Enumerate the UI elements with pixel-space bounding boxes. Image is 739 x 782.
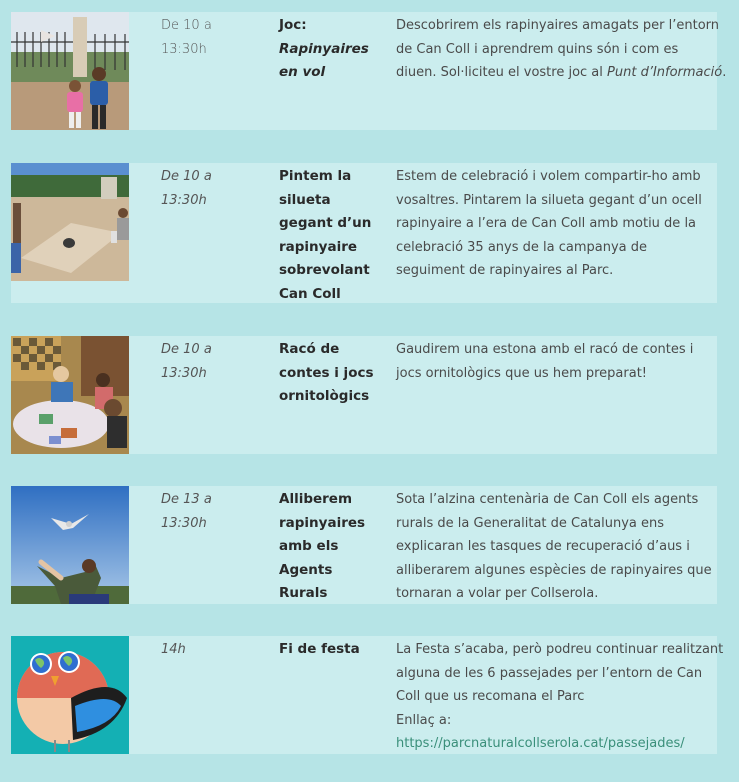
time-text: De 10 a: [161, 342, 212, 357]
event-time: [161, 14, 261, 61]
desc-text-part: .: [722, 65, 727, 80]
desc-text-part: diuen. Sol·liciteu el vostre joc al: [396, 65, 608, 80]
event-description: [396, 338, 717, 385]
event-time: [161, 488, 261, 535]
title-text: Can Coll: [279, 285, 341, 302]
desc-text: La Festa s’acaba, però podreu continuar realitzant: [396, 642, 724, 657]
title-text: en vol: [279, 64, 326, 80]
title-text: Fi de festa: [279, 641, 360, 657]
desc-text: seguiment de rapinyaires al Parc.: [396, 263, 614, 278]
desc-text: rapinyaire a l’era de Can Coll amb motiu de la: [396, 216, 697, 231]
event-photo-children-fence: [11, 12, 129, 130]
title-text: Rurals: [279, 585, 328, 601]
event-title: [279, 165, 384, 306]
title-text: rapinyaires: [279, 514, 366, 531]
desc-text: Descobrirem els rapinyaires amagats per l’entorn: [396, 18, 720, 33]
title-text: silueta: [279, 191, 331, 208]
event-time: [161, 638, 261, 662]
desc-text: Coll que us recomana el Parc: [396, 689, 585, 704]
time-text: 13:30h: [161, 41, 207, 57]
event-title: [279, 638, 384, 662]
event-description: [396, 165, 717, 283]
desc-text: Sota l’alzina centenària de Can Coll els agents: [396, 492, 699, 507]
event-title: [279, 14, 384, 85]
event-description: [396, 638, 724, 756]
desc-text: Enllaç a:: [396, 712, 452, 728]
desc-text: vosaltres. Pintarem la silueta gegant d’un ocell: [396, 192, 702, 208]
time-text: De 13 a: [161, 492, 212, 507]
desc-text: Estem de celebració i volem compartir-ho amb: [396, 169, 701, 184]
title-text: Rapinyaires: [279, 40, 369, 57]
event-description: [396, 14, 727, 85]
title-text: ornitològics: [279, 388, 370, 404]
event-photo-bird-release: [11, 486, 129, 604]
title-text: Racó de: [279, 341, 340, 357]
event-photo-painting-silhouette: [11, 163, 129, 281]
event-photo-children-table: [11, 336, 129, 454]
event-title: [279, 338, 384, 409]
passejades-link[interactable]: https://parcnaturalcollserola.cat/passejades/: [396, 736, 685, 751]
desc-text: [396, 61, 727, 85]
title-text: gegant d’un: [279, 215, 372, 231]
time-text: De 10 a: [161, 18, 212, 33]
desc-text: tornaran a volar per Collserola.: [396, 586, 599, 601]
event-description: [396, 488, 717, 606]
desc-text: alguna de les 6 passejades per l’entorn de Can: [396, 665, 703, 681]
time-text: 13:30h: [161, 365, 207, 381]
desc-text: rurals de la Generalitat de Catalunya ens: [396, 515, 665, 531]
desc-text: celebració 35 anys de la campanya de: [396, 239, 648, 255]
event-row-fi-de-festa: [11, 636, 724, 754]
event-row-raco: [11, 336, 717, 454]
title-text: Agents: [279, 561, 333, 578]
desc-text: explicaran les tasques de recuperació d’aus i: [396, 539, 690, 554]
title-text: sobrevolant: [279, 262, 370, 278]
event-time: [161, 338, 261, 385]
time-text: 13:30h: [161, 192, 207, 208]
desc-text: de Can Coll i aprendrem quins són i com es: [396, 41, 679, 57]
event-time: [161, 165, 261, 212]
bird-illustration-icon: [11, 636, 129, 754]
event-title: [279, 488, 384, 606]
desc-text: jocs ornitològics que us hem preparat!: [396, 365, 648, 381]
event-row-pintem: [11, 163, 717, 303]
time-text: 13:30h: [161, 515, 207, 531]
title-text: contes i jocs: [279, 364, 374, 381]
desc-text: Gaudirem una estona amb el racó de contes i: [396, 342, 694, 357]
desc-text: alliberarem algunes espècies de rapinyaires que: [396, 562, 712, 578]
title-text: rapinyaire: [279, 238, 358, 255]
time-text: 14h: [161, 642, 186, 657]
info-point-text: Punt d’Informació: [607, 65, 723, 80]
event-row-joc: [11, 12, 727, 130]
title-text: Alliberem: [279, 491, 353, 507]
title-text: Pintem la: [279, 168, 352, 184]
title-text: amb els: [279, 538, 339, 554]
time-text: De 10 a: [161, 169, 212, 184]
event-row-alliberem: [11, 486, 717, 604]
title-text: Joc:: [279, 17, 307, 33]
